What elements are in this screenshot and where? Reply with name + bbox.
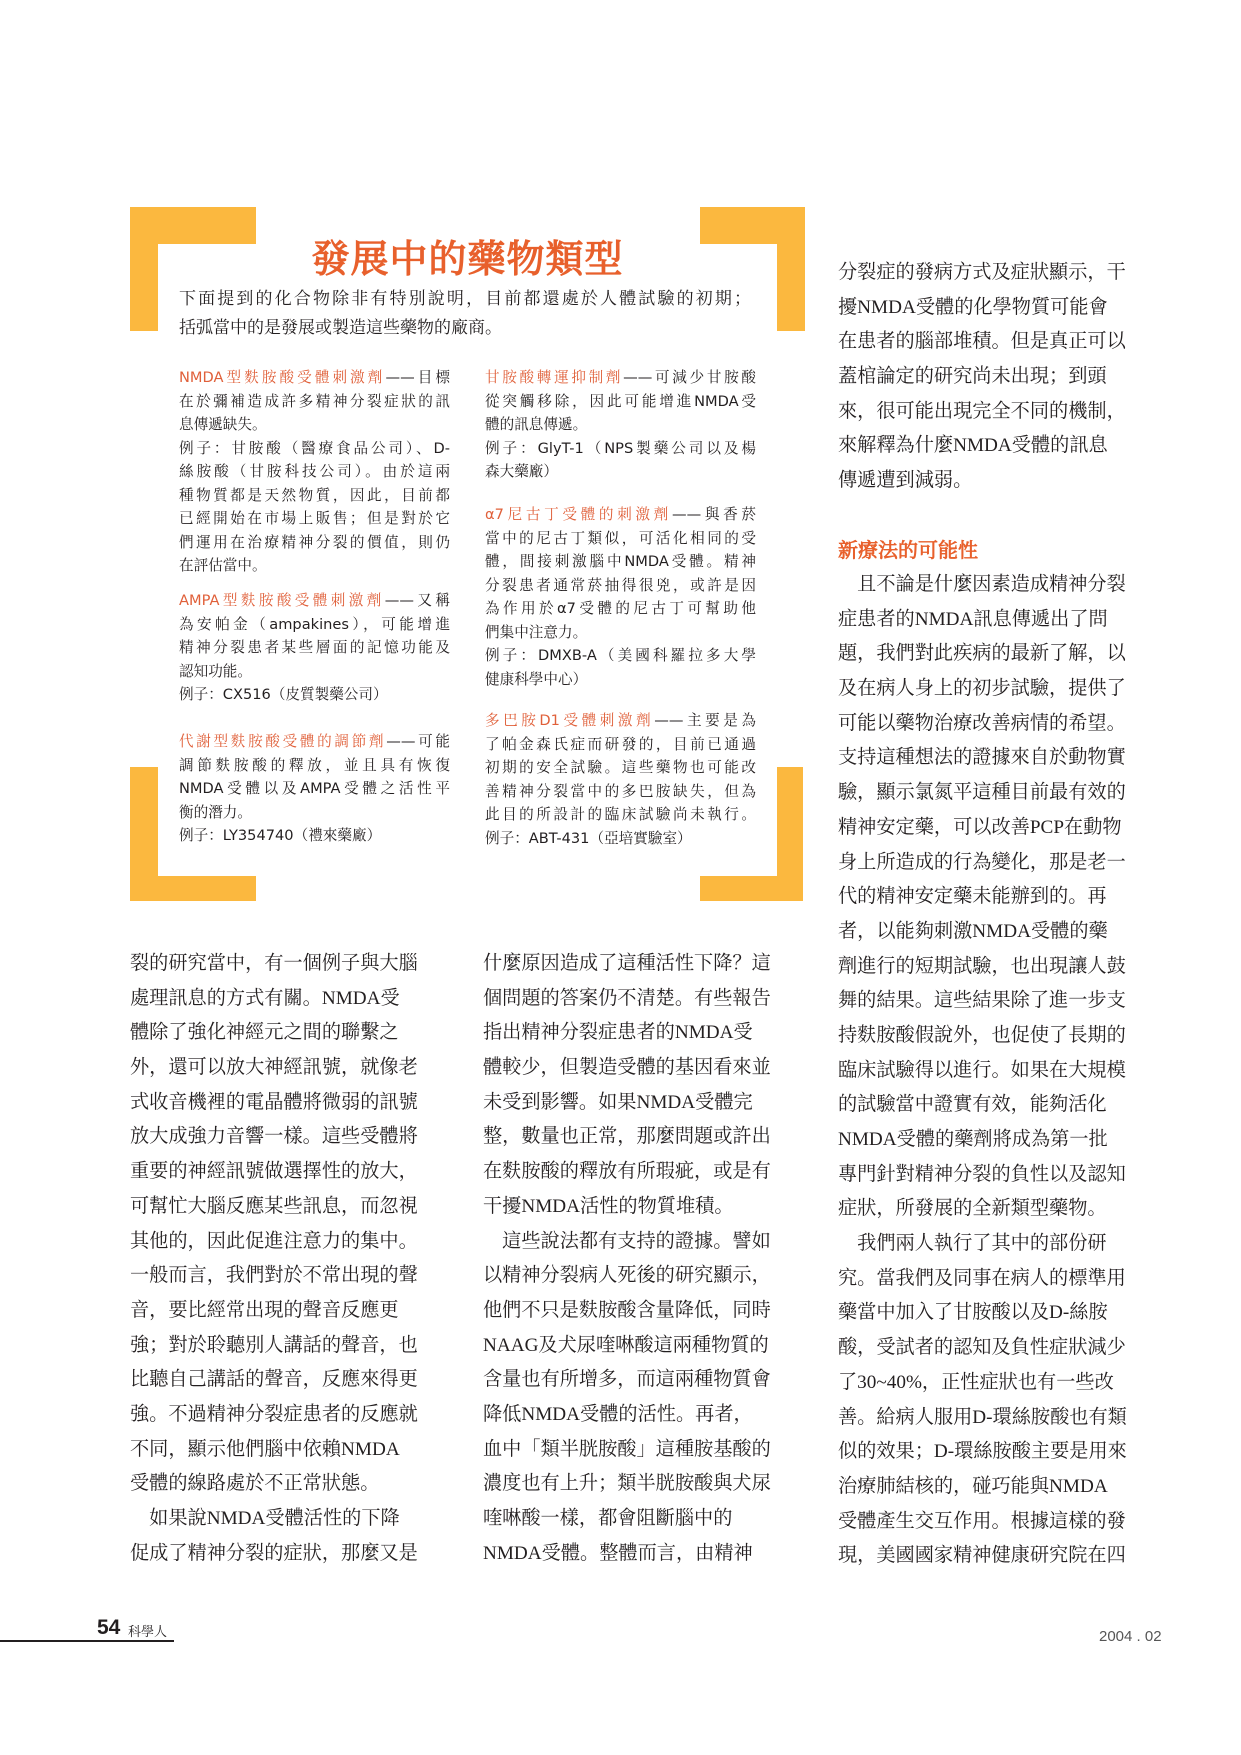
text-line: 傳遞遭到減弱。 [838, 470, 973, 492]
text-line: 體較少，但製造受體的基因看來並 [483, 1057, 771, 1079]
text-line: 例子：ABT-431（亞培實驗室） [485, 829, 692, 847]
text-line: 以精神分裂病人死後的研究顯示， [483, 1265, 771, 1287]
text-line: 什麼原因造成了這種活性下降？這 [483, 953, 771, 974]
text-line: 例子：DMXB-A（美國科羅拉多大學 [485, 647, 756, 664]
text-line: 此目的所設計的臨床試驗尚未執行。 [485, 806, 756, 823]
drug-type-entry [485, 709, 756, 850]
text-line: 現，美國國家精神健康研究院在四 [838, 1545, 1126, 1567]
text-line: 例子：甘胺酸（醫療食品公司）、D- [179, 439, 450, 457]
text-line: 蓋棺論定的研究尚未出現；到頭 [838, 366, 1107, 388]
text-line: 在患者的腦部堆積。但是真正可以 [838, 331, 1126, 353]
text-line: 調節麩胺酸的釋放，並且具有恢復 [179, 756, 450, 774]
text-line: 喹啉酸一樣，都會阻斷腦中的 [483, 1508, 733, 1529]
text-line: 在於彌補造成許多精神分裂症狀的訊 [179, 392, 450, 410]
text-line: NMDA受體。整體而言，由精神 [483, 1542, 753, 1564]
entry-text: ——與香菸 [672, 506, 756, 523]
text-line: 酸，受試者的認知及負性症狀減少 [838, 1337, 1126, 1359]
text-line: 為作用於α7受體的尼古丁可幫助他 [485, 600, 756, 617]
entry-heading-line [485, 503, 756, 527]
text-line: 例子：CX516（皮質製藥公司） [179, 686, 388, 703]
text-line: 分裂症的發病方式及症狀顯示，干 [838, 262, 1126, 283]
text-line: 來解釋為什麼NMDA受體的訊息 [838, 435, 1108, 457]
text-line: 者，以能夠刺激NMDA受體的藥 [838, 920, 1108, 942]
article-column-middle [483, 947, 803, 1571]
entry-heading-line [179, 730, 450, 754]
text-line: 未受到影響。如果NMDA受體完 [483, 1091, 753, 1113]
text-line: 持麩胺酸假說外，也促使了長期的 [838, 1024, 1126, 1046]
entry-title: 代謝型麩胺酸受體的調節劑 [179, 733, 387, 750]
text-line: 指出精神分裂症患者的NMDA受 [483, 1022, 753, 1044]
text-line: 可幫忙大腦反應某些訊息，而忽視 [130, 1195, 418, 1217]
sidebox-right-column [485, 366, 756, 846]
entry-title: 多巴胺D1受體刺激劑 [485, 712, 655, 729]
text-line: NMDA受體的藥劑將成為第一批 [838, 1129, 1108, 1150]
sidebox-intro [179, 285, 751, 343]
entry-text: ——目標 [385, 369, 450, 386]
text-line: 降低NMDA受體的活性。再者， [483, 1403, 753, 1425]
text-line: 究。當我們及同事在病人的標準用 [838, 1267, 1126, 1289]
text-line: 音，要比經常出現的聲音反應更 [130, 1299, 399, 1321]
entry-heading-line [485, 709, 756, 733]
text-line: 為安帕金（ampakines），可能增進 [179, 615, 450, 633]
text-line: 血中「類半胱胺酸」這種胺基酸的 [483, 1438, 771, 1460]
entry-text: ——主要是為 [654, 712, 756, 729]
text-line: 專門針對精神分裂的負性以及認知 [838, 1163, 1126, 1185]
text-line: 比聽自己講話的聲音，反應來得更 [130, 1369, 418, 1391]
text-line: 式收音機裡的電晶體將微弱的訊號 [130, 1091, 418, 1113]
text-line: 絲胺酸（甘胺科技公司）。由於這兩 [179, 463, 450, 480]
text-line: 重要的神經訊號做選擇性的放大， [130, 1161, 418, 1183]
text-line: 處理訊息的方式有關。NMDA受 [130, 987, 400, 1009]
text-line: 可能以藥物治療改善病情的希望。 [838, 712, 1126, 734]
text-line: 這些說法都有支持的證據。譬如 [483, 1230, 771, 1252]
entry-title: α7尼古丁受體的刺激劑 [485, 506, 672, 523]
text-line: 例子：GlyT-1（NPS製藥公司以及楊 [485, 439, 756, 457]
text-line: 如果說NMDA受體活性的下降 [130, 1508, 400, 1529]
drug-type-entry [179, 366, 450, 578]
text-line: 且不論是什麼因素造成精神分裂 [838, 574, 1126, 595]
page-number: 54 [97, 1616, 121, 1639]
entry-text: ——又稱 [384, 592, 450, 609]
text-line: 已經開始在市場上販售；但是對於它 [179, 510, 450, 527]
text-line: 一般而言，我們對於不常出現的聲 [130, 1265, 418, 1287]
text-line: 受體的線路處於不正常狀態。 [130, 1473, 380, 1495]
text-line: 精神安定藥，可以改善PCP在動物 [838, 816, 1122, 838]
text-line: 驗，顯示氯氮平這種目前最有效的 [838, 782, 1126, 804]
sidebox-left-column [179, 366, 450, 846]
text-line: 裂的研究當中，有一個例子與大腦 [130, 953, 418, 974]
text-line: NAAG及犬尿喹啉酸這兩種物質的 [483, 1334, 769, 1356]
frame-corner-bottom-left [130, 876, 256, 901]
text-line: 體的訊息傳遞。 [485, 416, 588, 433]
text-line: 他們不只是麩胺酸含量降低，同時 [483, 1299, 771, 1321]
entry-title: 甘胺酸轉運抑制劑 [485, 369, 624, 386]
entry-heading-line [179, 366, 450, 390]
text-line: 受體產生交互作用。根據這樣的發 [838, 1510, 1126, 1532]
entry-heading-line [485, 366, 756, 390]
text-line: 們運用在治療精神分裂的價值，則仍 [179, 533, 450, 551]
text-line: 強；對於聆聽別人講話的聲音，也 [130, 1334, 418, 1356]
text-line: 個問題的答案仍不清楚。有些報告 [483, 987, 771, 1009]
text-line: 健康科學中心） [485, 670, 588, 688]
text-line: 認知功能。 [179, 662, 252, 680]
text-line: 體，間接刺激腦中NMDA受體。精神 [485, 553, 756, 570]
text-line: 例子：LY354740（禮來藥廠） [179, 827, 382, 844]
entry-text: ——可減少甘胺酸 [623, 369, 756, 386]
section-heading: 新療法的可能性 [838, 538, 978, 562]
text-line: 了30~40%，正性症狀也有一些改 [838, 1371, 1114, 1393]
text-line: 其他的，因此促進注意力的集中。 [130, 1230, 418, 1252]
text-line: 及在病人身上的初步試驗，提供了 [838, 678, 1126, 700]
text-line: 們集中注意力。 [485, 623, 588, 641]
text-line: 從突觸移除，因此可能增進NMDA受 [485, 392, 756, 410]
text-line: 分裂患者通常菸抽得很兇，或許是因 [485, 576, 756, 594]
text-line: 了帕金森氏症而研發的，目前已通過 [485, 735, 756, 753]
text-line: 初期的安全試驗。這些藥物也可能改 [485, 759, 756, 776]
text-line: 不同，顯示他們腦中依賴NMDA [130, 1438, 400, 1460]
article-column-left [130, 947, 450, 1571]
text-line: 干擾NMDA活性的物質堆積。 [483, 1195, 734, 1217]
text-line: 藥當中加入了甘胺酸以及D-絲胺 [838, 1302, 1108, 1324]
text-line: 支持這種想法的證據來自於動物實 [838, 747, 1126, 769]
text-line: 濃度也有上升；類半胱胺酸與犬尿 [483, 1473, 771, 1495]
text-line: 身上所造成的行為變化，那是老一 [838, 851, 1126, 873]
drug-type-entry [485, 366, 756, 484]
text-line: 體除了強化神經元之間的聯繫之 [130, 1022, 399, 1044]
entry-title: NMDA型麩胺酸受體刺激劑 [179, 369, 386, 386]
entry-text: ——可能 [386, 733, 450, 750]
text-line: 強。不過精神分裂症患者的反應就 [130, 1403, 418, 1425]
text-line: 森大藥廠） [485, 463, 558, 480]
text-line: 促成了精神分裂的症狀，那麼又是 [130, 1542, 418, 1564]
sidebox-title: 發展中的藥物類型 [311, 237, 624, 281]
text-line: 善。給病人服用D-環絲胺酸也有類 [838, 1406, 1127, 1428]
entry-heading-line [179, 589, 450, 613]
text-line: 當中的尼古丁類似，可活化相同的受 [485, 529, 756, 547]
text-line: 含量也有所增多，而這兩種物質會 [483, 1369, 771, 1391]
text-line: 題，我們對此疾病的最新了解，以 [838, 643, 1126, 665]
text-line: NMDA受體以及AMPA受體之活性平 [179, 780, 450, 797]
text-line: 善精神分裂當中的多巴胺缺失，但為 [485, 782, 756, 800]
drug-type-entry [179, 730, 450, 848]
text-line: 整，數量也正常，那麼問題或許出 [483, 1126, 771, 1148]
text-line: 種物質都是天然物質，因此，目前都 [179, 486, 450, 504]
magazine-name: 科學人 [128, 1625, 168, 1640]
footer-rule [0, 1640, 174, 1642]
text-line: 代的精神安定藥未能辦到的。再 [838, 886, 1107, 908]
text-line: 息傳遞缺失。 [179, 416, 267, 433]
text-line: 劑進行的短期試驗，也出現讓人鼓 [838, 955, 1126, 977]
frame-corner-bottom-right [700, 876, 803, 901]
intro-line: 括弧當中的是發展或製造這些藥物的廠商。 [179, 318, 502, 338]
text-line: 放大成強力音響一樣。這些受體將 [130, 1126, 418, 1148]
article-column-right-top [838, 256, 1158, 499]
entry-title: AMPA型麩胺酸受體刺激劑 [179, 592, 385, 609]
text-line: 在麩胺酸的釋放有所瑕疵，或是有 [483, 1161, 771, 1183]
text-line: 擾NMDA受體的化學物質可能會 [838, 296, 1108, 318]
drug-type-entry [485, 503, 756, 691]
text-line: 來，很可能出現完全不同的機制， [838, 400, 1126, 422]
text-line: 治療肺結核的，碰巧能與NMDA [838, 1475, 1108, 1497]
text-line: 的試驗當中證實有效，能夠活化 [838, 1094, 1107, 1116]
text-line: 衡的潛力。 [179, 803, 252, 821]
text-line: 我們兩人執行了其中的部份研 [838, 1233, 1107, 1255]
issue-date: 2004 . 02 [1099, 1628, 1162, 1645]
text-line: 似的效果；D-環絲胺酸主要是用來 [838, 1441, 1127, 1463]
drug-type-entry [179, 589, 450, 707]
text-line: 症狀，所發展的全新類型藥物。 [838, 1198, 1107, 1220]
text-line: 舞的結果。這些結果除了進一步支 [838, 990, 1126, 1012]
article-column-right [838, 568, 1158, 1574]
text-line: 臨床試驗得以進行。如果在大規模 [838, 1059, 1126, 1081]
text-line: 精神分裂患者某些層面的記憶功能及 [179, 639, 450, 656]
text-line: 症患者的NMDA訊息傳遞出了問 [838, 608, 1108, 630]
text-line: 在評估當中。 [179, 557, 267, 574]
text-line: 外，還可以放大神經訊號，就像老 [130, 1057, 418, 1079]
intro-line: 下面提到的化合物除非有特別說明，目前都還處於人體試驗的初期； [179, 289, 751, 309]
